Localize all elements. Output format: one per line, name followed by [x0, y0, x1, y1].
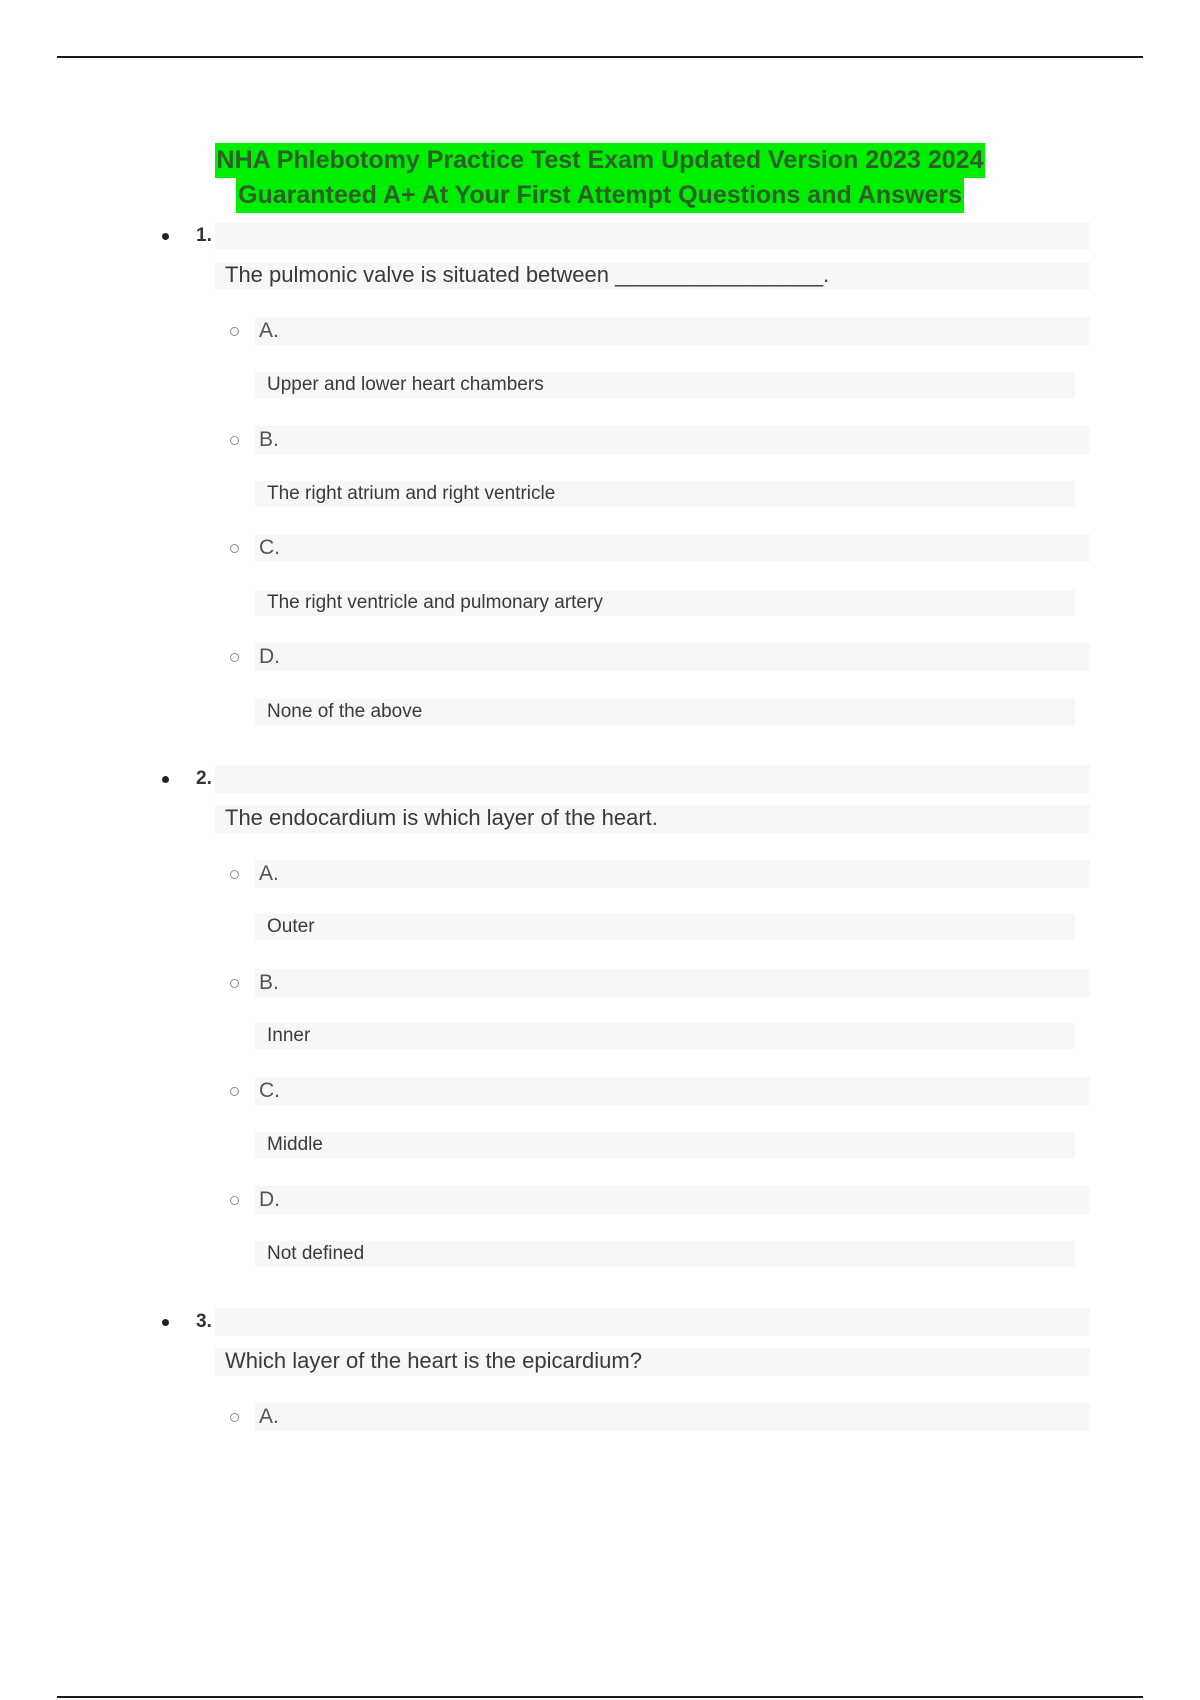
circle-bullet-icon — [230, 436, 239, 445]
circle-bullet-icon — [230, 1087, 239, 1096]
circle-bullet-icon — [230, 327, 239, 336]
option-letter: C. — [259, 536, 280, 559]
bullet-icon — [162, 1319, 169, 1326]
option-d — [230, 1186, 280, 1214]
option-letter: A. — [259, 1405, 279, 1428]
circle-bullet-icon — [230, 1196, 239, 1205]
question-number-row — [150, 1308, 1090, 1336]
option-text: Outer — [267, 916, 315, 937]
row-shade — [255, 534, 1090, 562]
row-shade — [255, 1132, 1075, 1158]
title-line-1: NHA Phlebotomy Practice Test Exam Updated Version 2023 2024 — [215, 143, 986, 178]
row-shade — [255, 860, 1090, 888]
option-letter: A. — [259, 862, 279, 885]
option-text: Upper and lower heart chambers — [267, 374, 544, 395]
title-line-2: Guaranteed A+ At Your First Attempt Questions and Answers — [236, 178, 964, 213]
bottom-rule — [57, 1696, 1143, 1698]
option-d — [230, 643, 280, 671]
question-number: 1. — [196, 225, 212, 246]
question-number-row — [150, 222, 1090, 250]
option-a — [230, 1403, 279, 1431]
option-b — [230, 426, 279, 454]
question-text: The pulmonic valve is situated between _________________. — [225, 262, 830, 287]
option-b — [230, 969, 279, 997]
option-text: Middle — [267, 1134, 323, 1155]
option-text: Not defined — [267, 1243, 365, 1264]
circle-bullet-icon — [230, 1413, 239, 1422]
option-letter: C. — [259, 1079, 280, 1102]
option-c — [230, 1077, 280, 1105]
row-shade — [255, 426, 1090, 454]
bullet-icon — [162, 776, 169, 783]
row-shade — [255, 969, 1090, 997]
row-shade — [255, 914, 1075, 940]
option-a — [230, 317, 279, 345]
question-text: The endocardium is which layer of the heart. — [225, 805, 658, 830]
option-letter: A. — [259, 319, 279, 342]
question-text: Which layer of the heart is the epicardium? — [225, 1348, 642, 1373]
circle-bullet-icon — [230, 544, 239, 553]
option-letter: D. — [259, 645, 280, 668]
document-title — [0, 143, 1200, 213]
option-text: The right atrium and right ventricle — [267, 483, 556, 504]
option-letter: B. — [259, 971, 279, 994]
row-shade — [255, 1023, 1075, 1049]
row-shade — [255, 643, 1090, 671]
option-text: Inner — [267, 1025, 311, 1046]
question-number: 2. — [196, 768, 212, 789]
top-rule — [57, 56, 1143, 58]
row-shade — [255, 1077, 1090, 1105]
option-letter: D. — [259, 1188, 280, 1211]
row-shade — [255, 317, 1090, 345]
question-number-row — [150, 765, 1090, 793]
circle-bullet-icon — [230, 870, 239, 879]
option-text: The right ventricle and pulmonary artery — [267, 592, 603, 613]
circle-bullet-icon — [230, 979, 239, 988]
bullet-icon — [162, 233, 169, 240]
option-text: None of the above — [267, 701, 423, 722]
circle-bullet-icon — [230, 653, 239, 662]
row-shade — [255, 1186, 1090, 1214]
question-number: 3. — [196, 1311, 212, 1332]
option-c — [230, 534, 280, 562]
row-shade — [255, 1403, 1090, 1431]
option-letter: B. — [259, 428, 279, 451]
row-shade — [255, 1241, 1075, 1267]
option-a — [230, 860, 279, 888]
